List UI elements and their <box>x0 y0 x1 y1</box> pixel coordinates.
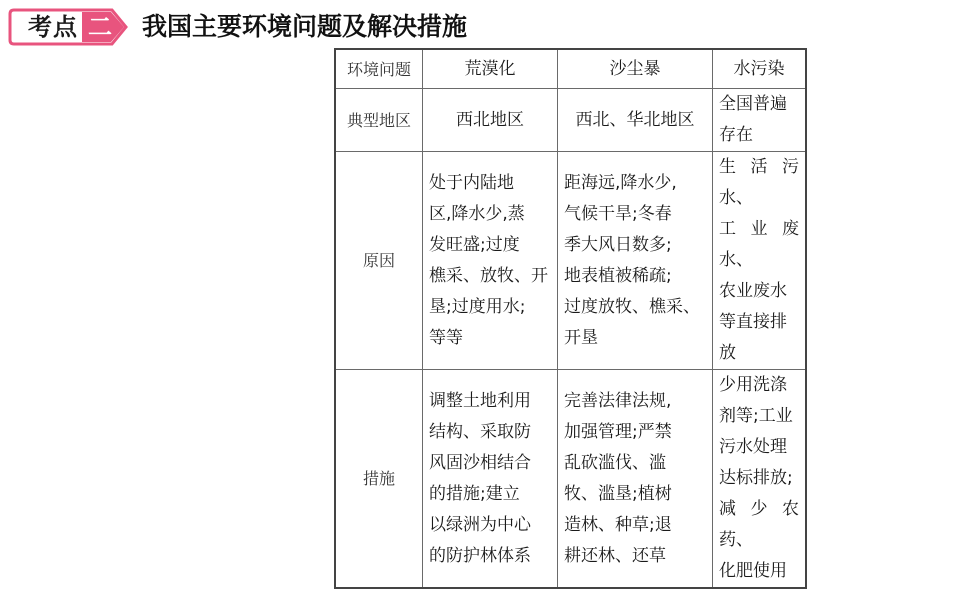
table-row <box>335 152 806 370</box>
row-label: 原因 <box>335 152 423 370</box>
topic-badge <box>8 8 128 46</box>
badge-label-kaodian: 考点 <box>28 13 78 41</box>
table-cell: 完善法律法规, 加强管理;严禁 乱砍滥伐、滥 牧、滥垦;植树 造林、种草;退 耕还林、还草 <box>558 370 713 589</box>
table-cell: 距海远,降水少, 气候干旱;冬春 季大风日数多; 地表植被稀疏; 过度放牧、樵采、 开垦 <box>558 152 713 370</box>
row-label: 典型地区 <box>335 89 423 152</box>
table-cell: 西北、华北地区 <box>558 89 713 152</box>
environment-problems-table <box>334 48 807 589</box>
table-cell: 全国普遍 存在 <box>713 89 807 152</box>
table-row <box>335 370 806 589</box>
table-cell: 西北地区 <box>423 89 558 152</box>
table-cell: 少用洗涤 剂等;工业 污水处理 达标排放; 减少农药、 化肥使用 <box>713 370 807 589</box>
table-cell: 调整土地利用 结构、采取防 风固沙相结合 的措施;建立 以绿洲为中心 的防护林体系 <box>423 370 558 589</box>
row-label: 措施 <box>335 370 423 589</box>
table-cell: 处于内陆地 区,降水少,蒸 发旺盛;过度 樵采、放牧、开 垦;过度用水; 等等 <box>423 152 558 370</box>
table-row <box>335 89 806 152</box>
section-title: 我国主要环境问题及解决措施 <box>142 12 468 41</box>
table-cell: 生活污水、 工业废水、 农业废水 等直接排 放 <box>713 152 807 370</box>
header-cell: 沙尘暴 <box>558 49 713 89</box>
badge-label-number: 二 <box>88 13 112 41</box>
header-cell: 荒漠化 <box>423 49 558 89</box>
header-cell: 环境问题 <box>335 49 423 89</box>
table-header-row <box>335 49 806 89</box>
header-cell: 水污染 <box>713 49 807 89</box>
